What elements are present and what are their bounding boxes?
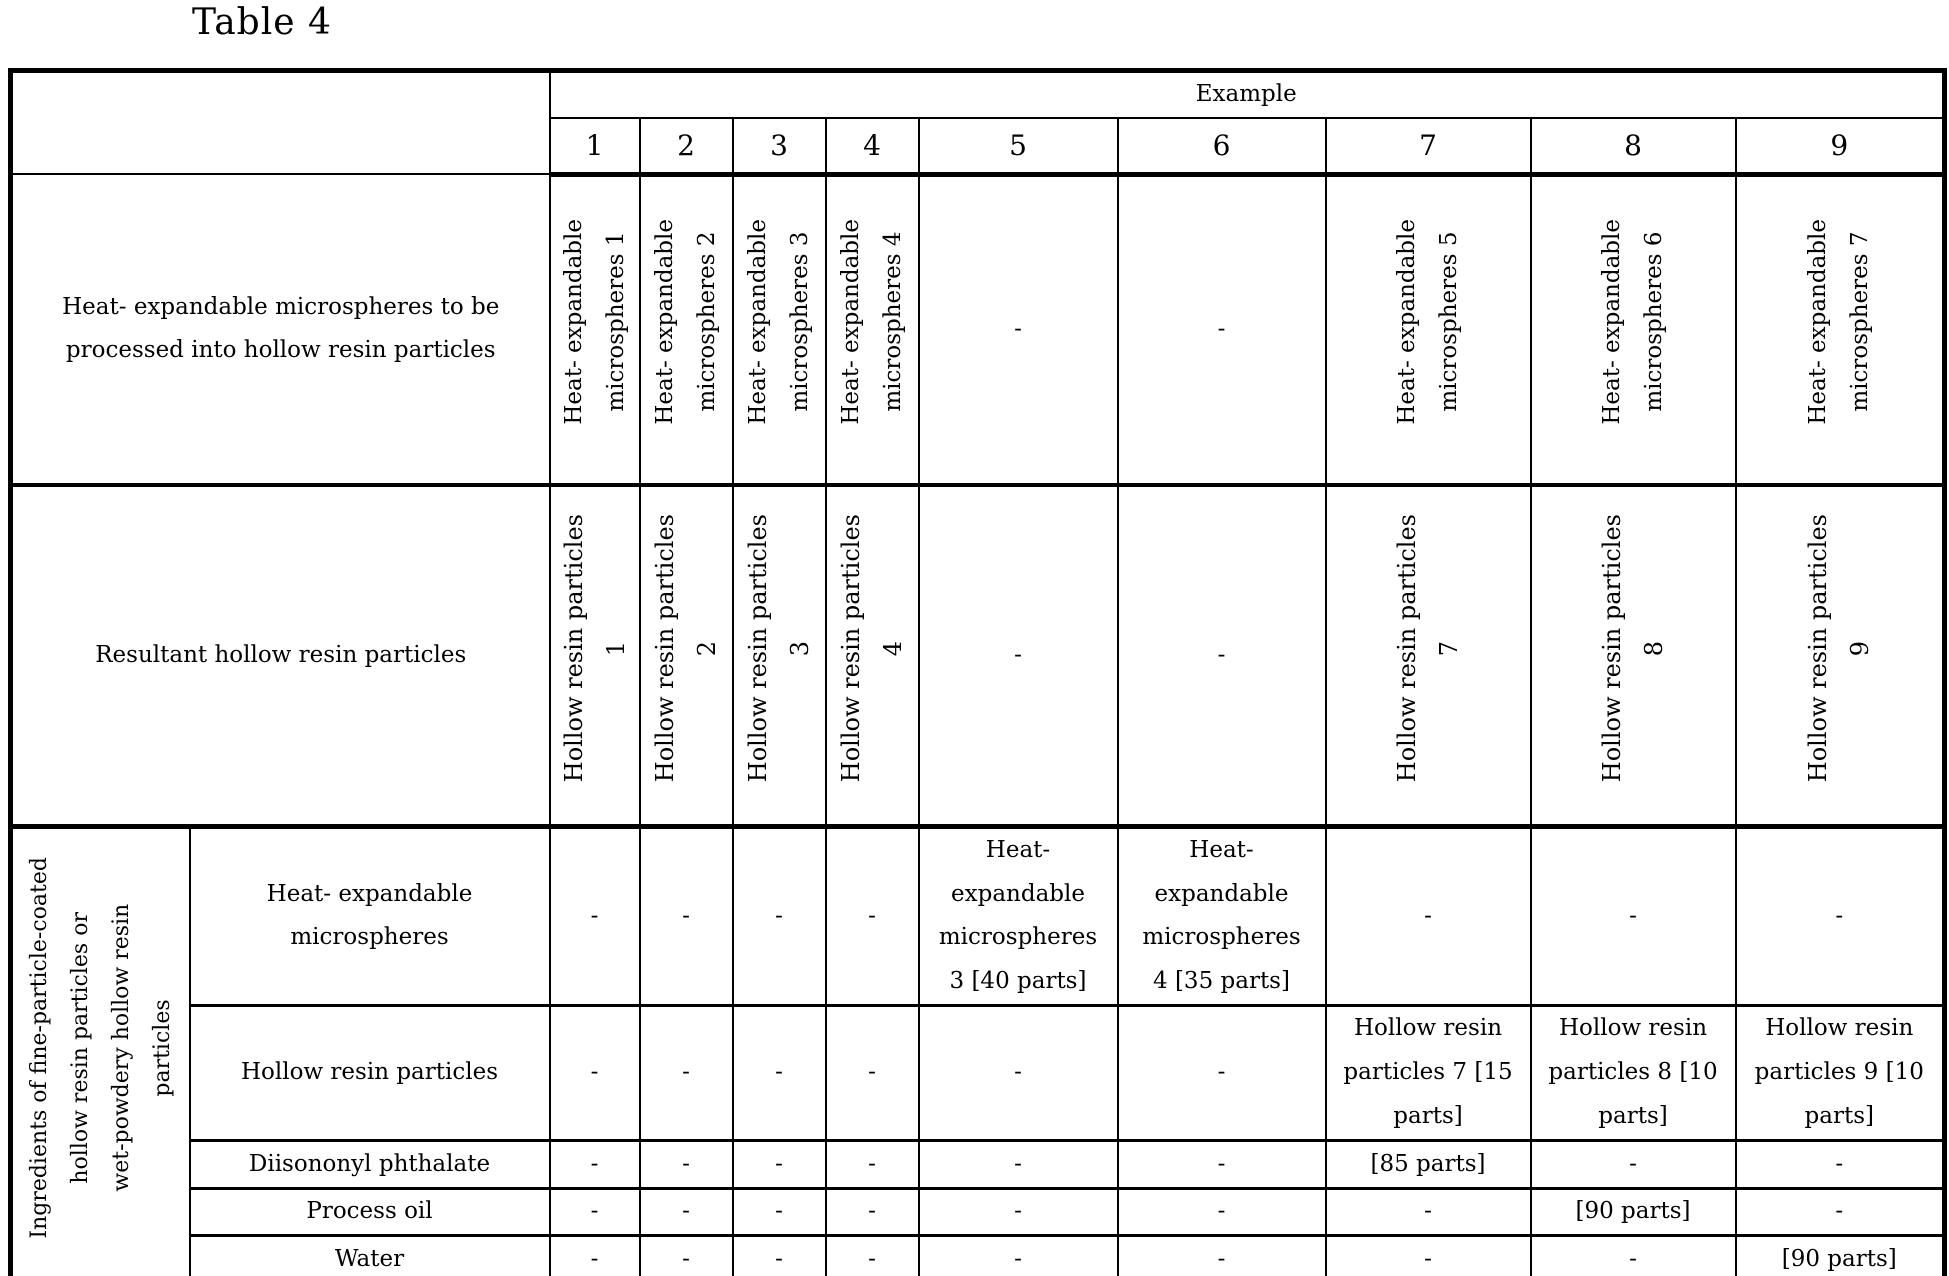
table-cell: - — [1736, 1188, 1945, 1235]
table-cell: - — [919, 174, 1118, 485]
rotated-text: Heat- expandable microspheres 1 — [560, 219, 629, 426]
corner-cell — [11, 71, 550, 175]
table-cell: - — [1118, 1140, 1326, 1188]
table-cell: - — [733, 1235, 826, 1276]
row-label-resultant-hollow-resin-particles: Resultant hollow resin particles — [11, 485, 550, 826]
table-cell — [826, 174, 919, 485]
table-cell: - — [640, 1235, 733, 1276]
rotated-text: Heat- expandable microspheres 7 — [1805, 219, 1874, 426]
table-cell: Heat- expandable microspheres 4 [35 parts] — [1118, 826, 1326, 1005]
table-cell: - — [919, 1235, 1118, 1276]
table-cell: - — [1531, 1235, 1736, 1276]
table-cell: - — [826, 826, 919, 1005]
table-cell: - — [733, 1188, 826, 1235]
table-cell — [1531, 485, 1736, 826]
example-column-header: 5 — [919, 118, 1118, 175]
table-cell: - — [550, 1005, 640, 1140]
table-cell: - — [1326, 1235, 1531, 1276]
table-row — [11, 174, 1945, 485]
row-label-hollow-resin-particles: Hollow resin particles — [190, 1005, 550, 1140]
table-cell: Hollow resin particles 8 [10 parts] — [1531, 1005, 1736, 1140]
table-cell: - — [640, 1188, 733, 1235]
table-row — [11, 1140, 1945, 1188]
table-cell — [1736, 485, 1945, 826]
table-cell — [826, 485, 919, 826]
table-cell: - — [550, 1140, 640, 1188]
example-column-header: 1 — [550, 118, 640, 175]
row-label-heat-expandable-microspheres-ingredient: Heat- expandable microspheres — [190, 826, 550, 1005]
table-cell: - — [1736, 826, 1945, 1005]
example-column-header: 6 — [1118, 118, 1326, 175]
table-cell — [1736, 174, 1945, 485]
rotated-text: Hollow resin particles 2 — [651, 513, 721, 782]
table-row — [11, 485, 1945, 826]
table-cell — [733, 174, 826, 485]
table-cell: - — [1531, 826, 1736, 1005]
rotated-text: Heat- expandable microspheres 4 — [838, 219, 906, 426]
table-cell — [640, 174, 733, 485]
table-cell: - — [1118, 485, 1326, 826]
table-cell: Hollow resin particles 9 [10 parts] — [1736, 1005, 1945, 1140]
table-cell: - — [1118, 174, 1326, 485]
example-column-header: 4 — [826, 118, 919, 175]
example-column-header: 7 — [1326, 118, 1531, 175]
example-column-header: 8 — [1531, 118, 1736, 175]
row-label-heat-expandable-microspheres: Heat- expandable microspheres to be processed into hollow resin particles — [11, 174, 550, 485]
table-cell — [1531, 174, 1736, 485]
table-cell: - — [826, 1140, 919, 1188]
row-label-process-oil: Process oil — [190, 1188, 550, 1235]
table-cell — [640, 485, 733, 826]
rotated-text: Heat- expandable microspheres 2 — [652, 219, 720, 426]
table-cell: - — [1531, 1140, 1736, 1188]
table-cell: - — [640, 1005, 733, 1140]
rotated-text: Heat- expandable microspheres 6 — [1599, 219, 1667, 426]
table-cell: - — [550, 826, 640, 1005]
table-cell: - — [733, 1005, 826, 1140]
example-column-header: 2 — [640, 118, 733, 175]
rotated-text: Ingredients of fine-particle-coated hollow resin particles or wet-powdery hollow resin particles — [26, 857, 175, 1239]
rotated-text: Hollow resin particles 8 — [1598, 513, 1668, 782]
table-cell: - — [1118, 1235, 1326, 1276]
table-cell: - — [919, 1188, 1118, 1235]
table-cell: - — [733, 826, 826, 1005]
table-cell: [85 parts] — [1326, 1140, 1531, 1188]
table-cell — [550, 485, 640, 826]
table-cell: Hollow resin particles 7 [15 parts] — [1326, 1005, 1531, 1140]
table-cell — [550, 174, 640, 485]
table-cell: - — [640, 1140, 733, 1188]
table-cell: - — [1326, 1188, 1531, 1235]
table-cell: - — [733, 1140, 826, 1188]
table-cell: - — [1736, 1140, 1945, 1188]
table-cell: - — [826, 1188, 919, 1235]
rotated-text: Heat- expandable microspheres 5 — [1394, 219, 1462, 426]
table-cell: - — [550, 1235, 640, 1276]
rotated-text: Hollow resin particles 3 — [744, 513, 814, 782]
table-cell: - — [919, 1140, 1118, 1188]
table-cell: - — [919, 485, 1118, 826]
example-column-header: 3 — [733, 118, 826, 175]
table-cell: - — [1118, 1005, 1326, 1140]
table-cell — [1326, 174, 1531, 485]
table-cell: - — [550, 1188, 640, 1235]
data-table — [8, 68, 1947, 1276]
example-column-header: 9 — [1736, 118, 1945, 175]
table-cell: - — [640, 826, 733, 1005]
rotated-text: Hollow resin particles 1 — [559, 513, 630, 782]
rotated-text: Hollow resin particles 9 — [1804, 513, 1875, 782]
table-cell: - — [919, 1005, 1118, 1140]
table-cell — [733, 485, 826, 826]
table-row — [11, 1235, 1945, 1276]
row-label-diisononyl-phthalate: Diisononyl phthalate — [190, 1140, 550, 1188]
rotated-text: Hollow resin particles 7 — [1393, 513, 1463, 782]
example-group-header: Example — [550, 71, 1945, 118]
table-cell: - — [826, 1005, 919, 1140]
table-cell: - — [826, 1235, 919, 1276]
table-row — [11, 1005, 1945, 1140]
table-row — [11, 1188, 1945, 1235]
ingredients-group-label — [11, 826, 190, 1276]
example-header-row — [11, 71, 1945, 118]
row-label-water: Water — [190, 1235, 550, 1276]
rotated-text: Hollow resin particles 4 — [837, 513, 907, 782]
table-cell: - — [1118, 1188, 1326, 1235]
table-cell: Heat- expandable microspheres 3 [40 parts] — [919, 826, 1118, 1005]
table-title: Table 4 — [192, 2, 332, 43]
table-row — [11, 826, 1945, 1005]
table-cell: - — [1326, 826, 1531, 1005]
rotated-text: Heat- expandable microspheres 3 — [745, 219, 813, 426]
table-cell — [1326, 485, 1531, 826]
table-cell: [90 parts] — [1531, 1188, 1736, 1235]
table-cell: [90 parts] — [1736, 1235, 1945, 1276]
